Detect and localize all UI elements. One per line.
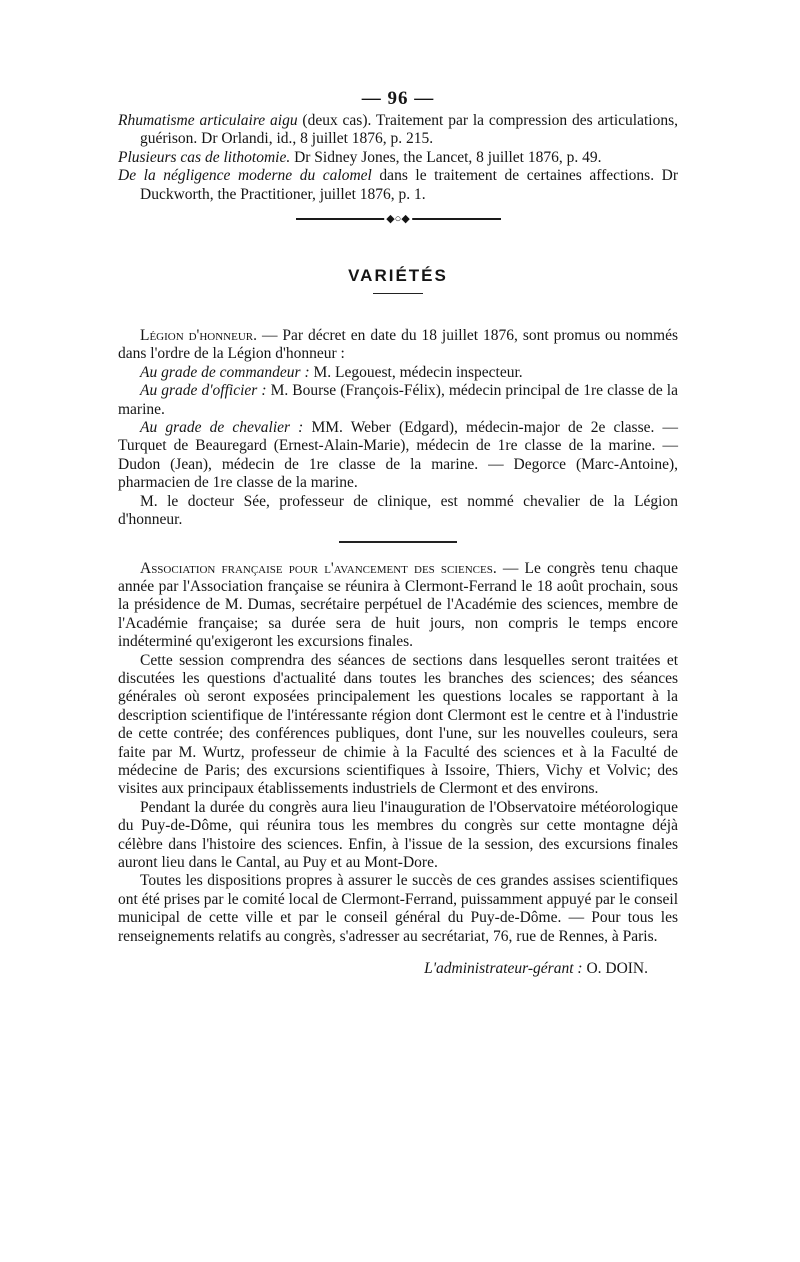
entry-text: dans le traitement de certaines affections. Dr Duckworth, the Practitioner, juillet 1876, p. 1. [140, 167, 678, 203]
bibliography-entry [118, 112, 678, 149]
entry-title: Plusieurs cas de lithotomie. [118, 148, 291, 166]
commandeur-paragraph: Au grade de commandeur : M. Legouest, médecin inspecteur. [140, 363, 523, 381]
association-paragraph: Cette session comprendra des séances de sections dans lesquelles seront traitées et discutées les questions d'actualité dans toutes les branches des sciences; des séances générales où seront exposées principalement les questions locales se rapportant à la description scientifique de l'intéressante région dont Clermont est le centre et à l'industrie de cette contrée; des conférences publiques, dont l'une, sur les nouvelles couleurs, sera faite par M. Wurtz, professeur de chimie à la Faculté des sciences et à la Faculté de médecine de Paris; des excursions scientifiques à Issoire, Thiers, Vichy et Volvic; des visites aux principaux établissements industriels de Clermont et des environs. [118, 651, 678, 798]
see-paragraph: M. le docteur Sée, professeur de clinique, est nommé chevalier de la Légion d'honneur. [118, 492, 678, 529]
chevalier-paragraph: Au grade de chevalier : MM. Weber (Edgard), médecin-major de 2e classe. — Turquet de Beauregard (Ernest-Alain-Marie), médecin de 1re classe de la marine. — Dudon (Jean), médecin de 1re classe de la marine. — Degorce (Marc-Antoine), pharmacien de 1re classe de la marine. [118, 419, 678, 492]
entry-text: (deux cas). Traitement par la compression des articulations, guérison. Dr Orlandi, id., 8 juillet 1876, p. 215. [140, 112, 678, 148]
ornamental-divider [296, 214, 501, 224]
section-divider [339, 541, 457, 543]
association-lead: Association française pour l'avancement des sciences. [140, 559, 497, 577]
legion-section [118, 327, 678, 529]
signature-label: L'administrateur-gérant : [424, 960, 583, 978]
legion-intro: Légion d'honneur. — Par décret en date du 18 juillet 1876, sont promus ou nommés dans l'ordre de la Légion d'honneur : [118, 327, 678, 363]
association-paragraph: Association française pour l'avancement des sciences. — Le congrès tenu chaque année par l'Association française se réunira à Clermont-Ferrand le 18 août prochain, sous la présidence de M. Dumas, secrétaire perpétuel de l'Académie des sciences, membre de l'Académie française; sa durée sera de huit jours, non compris le temps encore indéterminé qu'exigeront les excursions finales. [118, 559, 678, 651]
page-number: — 96 — [361, 88, 435, 109]
signature [118, 960, 678, 978]
association-paragraph: Pendant la durée du congrès aura lieu l'inauguration de l'Observatoire météorologique du Puy-de-Dôme, qui réunira tous les membres du congrès sur cette montagne déjà célèbre dans l'histoire des sciences. Enfin, à l'issue de la session, des excursions finales auront lieu dans le Cantal, au Puy et au Mont-Dore. [118, 798, 678, 871]
signature-name: O. DOIN. [586, 960, 648, 978]
bibliography-list [118, 112, 678, 204]
entry-title: De la négligence moderne du calomel [118, 167, 372, 185]
bibliography-entry [118, 167, 678, 204]
page [118, 88, 678, 978]
legion-lead: Légion d'honneur. [140, 327, 258, 345]
ornament-icon: ◆○◆ [386, 213, 410, 226]
section-title: VARIÉTÉS [348, 266, 448, 286]
officier-paragraph: Au grade d'officier : M. Bourse (François-Félix), médecin principal de 1re classe de la marine. [118, 382, 678, 418]
bibliography-entry [118, 149, 678, 167]
entry-title: Rhumatisme articulaire aigu [118, 112, 298, 129]
association-paragraph: Toutes les dispositions propres à assurer le succès de ces grandes assises scientifiques ont été prises par le comité local de Clermont-Ferrand, puissamment appuyé par le conseil municipal de cette ville et par le conseil général du Puy-de-Dôme. — Pour tous les renseignements relatifs au congrès, s'adresser au secrétariat, 76, rue de Rennes, à Paris. [118, 872, 678, 945]
title-rule [373, 293, 423, 294]
association-section [118, 560, 678, 947]
entry-text: Dr Sidney Jones, the Lancet, 8 juillet 1876, p. 49. [290, 148, 602, 166]
